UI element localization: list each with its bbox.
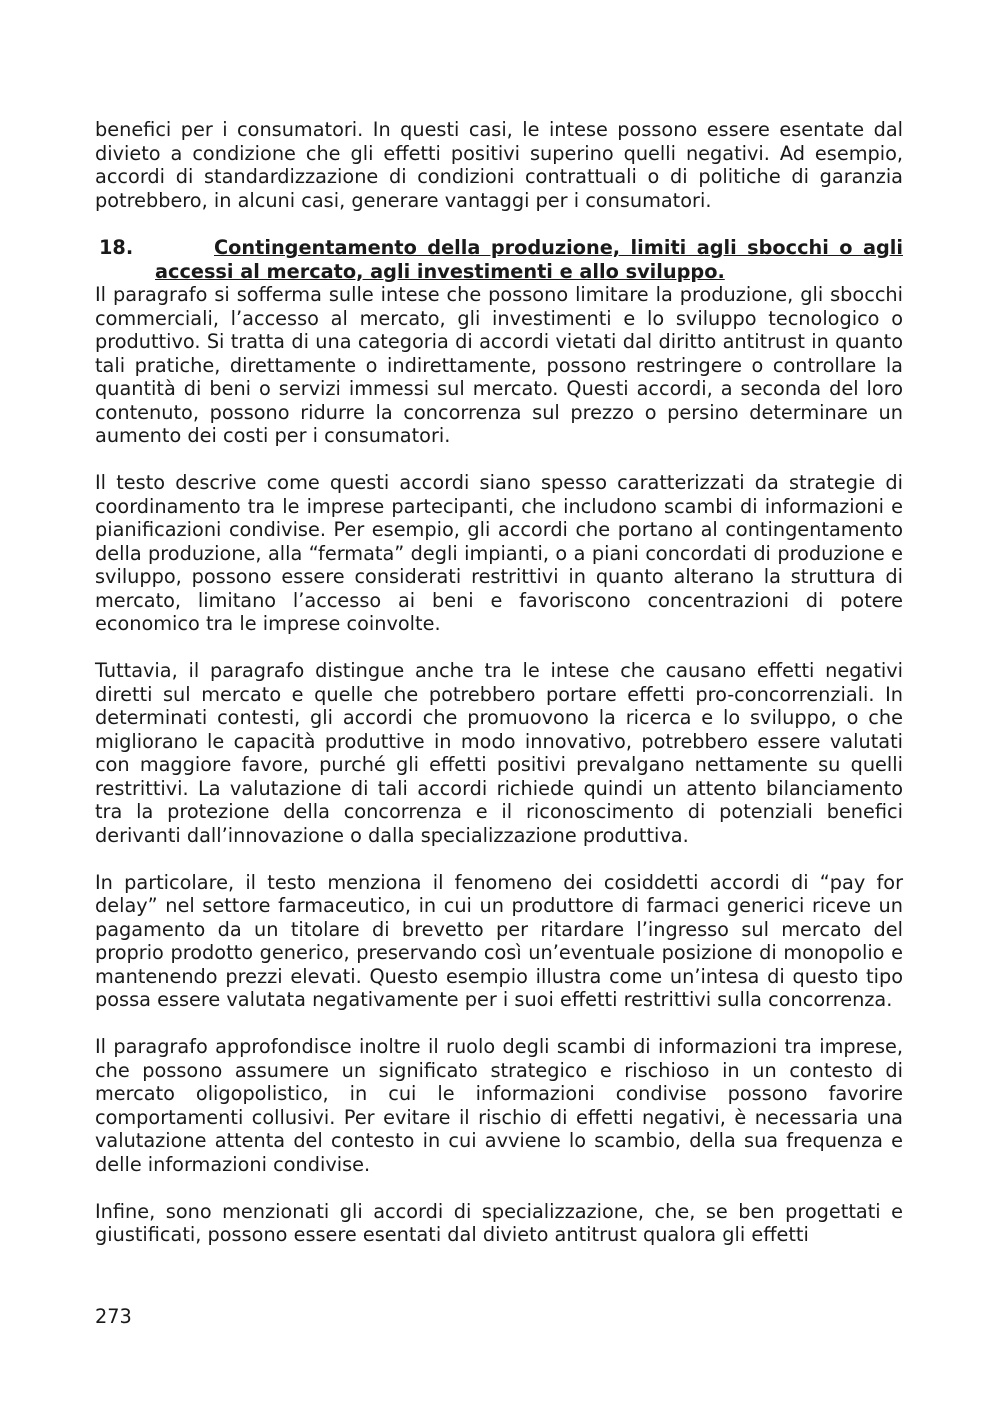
section-heading	[95, 236, 903, 283]
paragraph-3: Tuttavia, il paragrafo distingue anche tra le intese che causano effetti negativi diretti sul mercato e quelle che potrebbero portare effetti pro-concorrenziali. In determinati contesti, gli accordi che promuovono la ricerca e lo sviluppo, o che migliorano le capacità produttive in modo innovativo, potrebbero essere valutati con maggiore favore, purché gli effetti positivi prevalgano nettamente su quelli restrittivi. La valutazione di tali accordi richiede quindi un attento bilanciamento tra la protezione della concorrenza e il riconoscimento di potenziali benefici derivanti dall’innovazione o dalla specializzazione produttiva.	[95, 659, 903, 847]
paragraph-4: In particolare, il testo menziona il fenomeno dei cosiddetti accordi di “pay for delay” nel settore farmaceutico, in cui un produttore di farmaci generici riceve un pagamento da un titolare di brevetto per ritardare l’ingresso sul mercato del proprio prodotto generico, preservando così un’eventuale posizione di monopolio e mantenendo prezzi elevati. Questo esempio illustra come un’intesa di questo tipo possa essere valutata negativamente per i suoi effetti restrittivi sulla concorrenza.	[95, 870, 903, 1011]
page-number: 273	[95, 1305, 132, 1328]
document-page	[95, 118, 903, 1247]
section-title: Contingentamento della produzione, limiti agli sbocchi o agli accessi al mercato, agli investimenti e allo sviluppo.	[155, 236, 903, 283]
paragraph-6: Infine, sono menzionati gli accordi di specializzazione, che, se ben progettati e giustificati, possono essere esentati dal divieto antitrust qualora gli effetti	[95, 1199, 903, 1246]
section-number: 18.	[99, 236, 134, 259]
paragraph-intro: benefici per i consumatori. In questi casi, le intese possono essere esentate dal divieto a condizione che gli effetti positivi superino quelli negativi. Ad esempio, accordi di standardizzazione di condizioni contrattuali o di politiche di garanzia potrebbero, in alcuni casi, generare vantaggi per i consumatori.	[95, 118, 903, 212]
paragraph-2: Il testo descrive come questi accordi siano spesso caratterizzati da strategie di coordinamento tra le imprese partecipanti, che includono scambi di informazioni e pianificazioni condivise. Per esempio, gli accordi che portano al contingentamento della produzione, alla “fermata” degli impianti, o a piani concordati di produzione e sviluppo, possono essere considerati restrittivi in quanto alterano la struttura di mercato, limitano l’accesso ai beni e favoriscono concentrazioni di potere economico tra le imprese coinvolte.	[95, 471, 903, 635]
paragraph-5: Il paragrafo approfondisce inoltre il ruolo degli scambi di informazioni tra imprese, che possono assumere un significato strategico e rischioso in un contesto di mercato oligopolistico, in cui le informazioni condivise possono favorire comportamenti collusivi. Per evitare il rischio di effetti negativi, è necessaria una valutazione attenta del contesto in cui avviene lo scambio, della sua frequenza e delle informazioni condivise.	[95, 1035, 903, 1176]
paragraph-1: Il paragrafo si sofferma sulle intese che possono limitare la produzione, gli sbocchi commerciali, l’accesso al mercato, gli investimenti e lo sviluppo tecnologico o produttivo. Si tratta di una categoria di accordi vietati dal diritto antitrust in quanto tali pratiche, direttamente o indirettamente, possono restringere o controllare la quantità di beni o servizi immessi sul mercato. Questi accordi, a seconda del loro contenuto, possono ridurre la concorrenza sul prezzo o persino determinare un aumento dei costi per i consumatori.	[95, 283, 903, 447]
